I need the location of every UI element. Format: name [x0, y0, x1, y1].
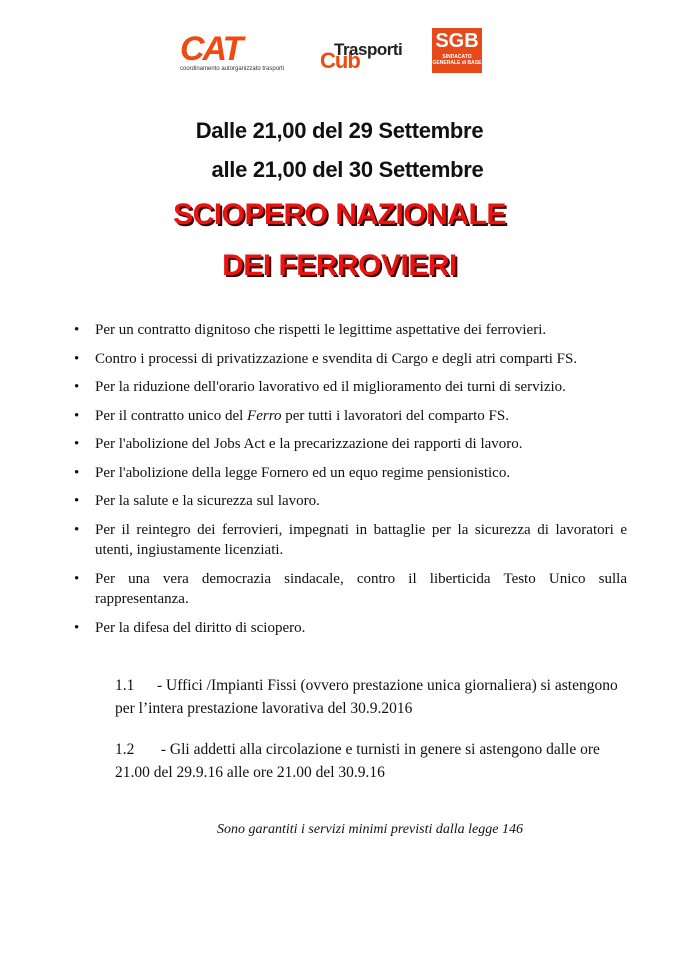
list-item	[0, 463, 627, 484]
cat-logo-mark: CAT	[180, 30, 242, 68]
list-item-text: Per un contratto dignitoso che rispetti le legittime aspettative dei ferrovieri.	[95, 322, 547, 338]
list-item-emphasis: Ferro	[247, 407, 282, 424]
list-item	[0, 320, 627, 341]
demands-list	[0, 320, 679, 646]
list-item	[0, 434, 627, 455]
title-line-2: DEI FERROVIERI	[222, 249, 457, 282]
section-1-1	[115, 675, 635, 720]
list-item	[0, 377, 627, 398]
sgb-logo-subtitle: GENERALE di BASE	[432, 60, 482, 66]
bullet-icon: •	[74, 350, 80, 367]
date-line-end: alle 21,00 del 30 Settembre	[211, 157, 484, 182]
list-item-text: Per il reintegro dei ferrovieri, impegnati in battaglie per la sicurezza di lavoratori e utenti, ingiustamente licenziati.	[95, 521, 627, 558]
bullet-icon: •	[74, 570, 80, 587]
cat-logo	[180, 32, 290, 72]
list-item	[0, 491, 627, 512]
bullet-icon: •	[74, 379, 80, 395]
list-item-text: Contro i processi di privatizzazione e svendita di Cargo e degli atri comparti FS.	[95, 350, 578, 367]
bullet-icon: •	[74, 407, 80, 424]
trasporti-logo-mark: Trasporti	[334, 40, 403, 59]
section-number: 1.1	[115, 677, 135, 694]
list-item-text: Per la difesa del diritto di sciopero.	[95, 619, 306, 636]
cub-logo-mark: Cub	[320, 48, 360, 73]
title-line-1: SCIOPERO NAZIONALE	[173, 198, 506, 231]
logo-bar	[0, 28, 679, 78]
bullet-icon: •	[74, 322, 80, 338]
bullet-icon: •	[74, 521, 80, 538]
list-item	[0, 520, 627, 561]
list-item-text: Per il contratto unico del	[95, 407, 248, 424]
list-item-text: Per una vera democrazia sindacale, contro il liberticida Testo Unico sulla rappresentanza.	[95, 570, 627, 607]
list-item-text: Per la salute e la sicurezza sul lavoro.	[95, 493, 320, 509]
cat-logo-subtitle: coordinamento autorganizzato trasporti	[180, 66, 285, 72]
bullet-icon: •	[74, 619, 80, 636]
section-text: - Uffici /Impianti Fissi (ovvero prestazione unica giornaliera) si astengono per l’intera prestazione lavorativa del 30.9.2016	[115, 677, 618, 717]
list-item	[0, 349, 627, 370]
sgb-logo-mark: SGB	[435, 30, 479, 52]
sgb-logo-subtitle: SINDACATO	[442, 54, 472, 60]
section-number: 1.2	[115, 741, 135, 758]
list-item-text: Per l'abolizione della legge Fornero ed un equo regime pensionistico.	[95, 464, 511, 481]
list-item-text: Per la riduzione dell'orario lavorativo ed il miglioramento dei turni di servizio.	[95, 379, 566, 395]
bullet-icon: •	[74, 493, 80, 509]
list-item	[0, 406, 627, 427]
footer-note: Sono garantiti i servizi minimi previsti dalla legge 146	[217, 822, 523, 837]
list-item	[0, 569, 627, 610]
sgb-logo	[432, 28, 482, 73]
bullet-icon: •	[74, 464, 80, 481]
date-line-start: Dalle 21,00 del 29 Settembre	[195, 118, 484, 143]
section-text: - Gli addetti alla circolazione e turnisti in genere si astengono dalle ore 21.00 del 29.9.16 alle ore 21.00 del 30.9.16	[115, 741, 600, 781]
bullet-icon: •	[74, 436, 80, 452]
list-item	[0, 618, 627, 639]
list-item-text: per tutti i lavoratori del comparto FS.	[281, 407, 509, 424]
list-item-text: Per l'abolizione del Jobs Act e la precarizzazione dei rapporti di lavoro.	[95, 436, 523, 452]
section-1-2	[115, 739, 635, 784]
